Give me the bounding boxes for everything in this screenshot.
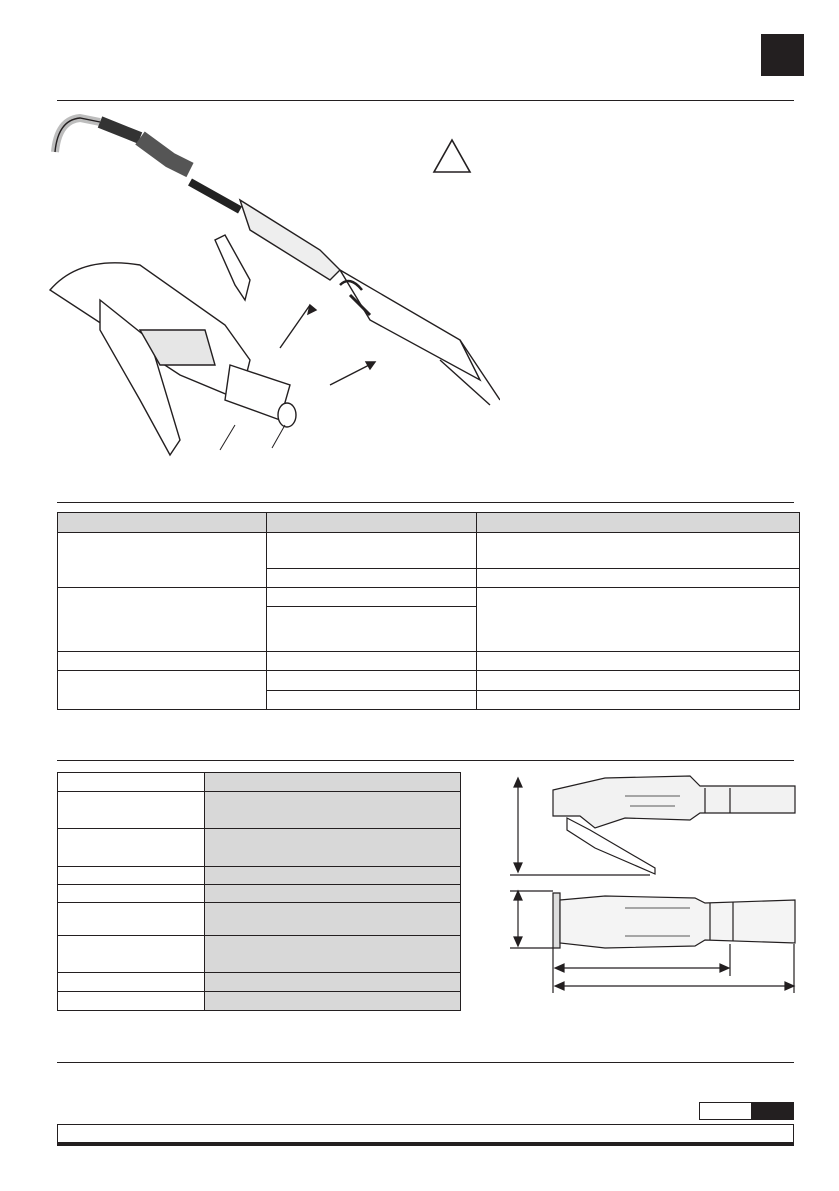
table-cell [58,588,267,652]
spec-label [58,936,205,973]
table-cell [267,533,477,569]
page-number [751,1102,794,1120]
table-cell [477,588,800,652]
table-header [267,513,477,533]
spec-label [58,885,205,903]
spec-label [58,829,205,867]
spec-value [205,992,461,1011]
spec-label [58,992,205,1011]
spec-value [205,936,461,973]
table-cell [477,533,800,569]
spec-label [58,773,205,792]
table-header [58,513,267,533]
table-cell [267,671,477,691]
spec-label [58,903,205,936]
table-cell [477,652,800,671]
spec-value [205,885,461,903]
table-cell [58,652,267,671]
spec-value [205,773,461,792]
table-cell [58,533,267,588]
spec-value [205,867,461,885]
table-header [477,513,800,533]
spray-gun-assembly-illustration [40,100,500,470]
section-divider-specs [57,760,794,761]
table-cell [267,607,477,652]
table-cell [477,671,800,691]
spec-value [205,829,461,867]
spec-value [205,792,461,829]
table-cell [267,652,477,671]
spec-value [205,903,461,936]
footer-bar [57,1143,794,1146]
section-tab [761,34,804,76]
footer-box [57,1124,794,1143]
spec-label [58,973,205,992]
spec-label [58,792,205,829]
section-divider-bottom [57,1062,794,1063]
table-cell [477,569,800,588]
section-divider-table [57,502,794,503]
specifications-table [57,772,461,1011]
warning-icon [432,138,472,174]
troubleshooting-table [57,512,800,710]
spec-label [58,867,205,885]
spec-value [205,973,461,992]
table-cell [267,569,477,588]
table-cell [477,691,800,710]
table-cell [267,588,477,607]
table-cell [58,671,267,710]
dimension-drawing [505,768,805,998]
table-cell [267,691,477,710]
